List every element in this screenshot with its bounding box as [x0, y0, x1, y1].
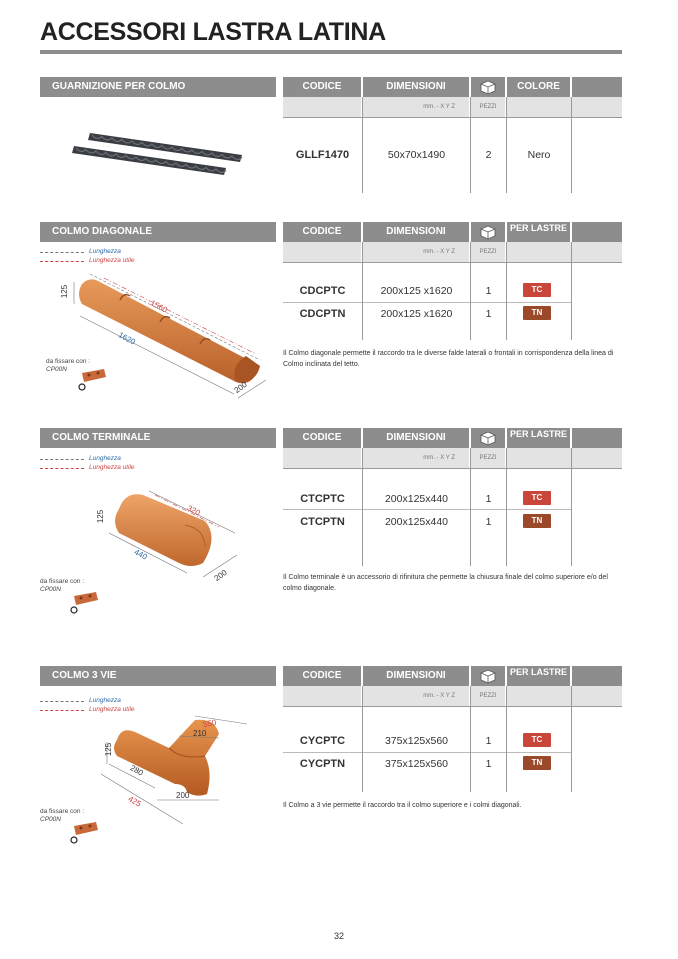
table-colmo-terminale [283, 428, 622, 566]
fix-note: da fissare con : CP00N [46, 358, 91, 373]
cell-code: CTCPTN [300, 516, 345, 528]
page-title: ACCESSORI LASTRA LATINA [40, 18, 386, 46]
legend [40, 455, 140, 473]
cell-pieces: 1 [485, 308, 492, 320]
subheader-empty [283, 242, 361, 262]
col-divider [506, 686, 507, 792]
header-dimensioni: DIMENSIONI [363, 428, 469, 448]
subheader-empty [507, 242, 622, 262]
subheader-pezzi: PEZZI [471, 97, 505, 117]
cell-pieces: 2 [485, 149, 492, 161]
col-divider [470, 448, 471, 566]
fixing-screw-icon [68, 820, 102, 844]
col-divider [571, 242, 572, 340]
header-empty [572, 428, 622, 448]
cell-dims: 200x125x440 [384, 493, 449, 505]
subheader-dims: mm. - X Y Z [363, 448, 469, 468]
badge-tc: TC [523, 733, 551, 747]
cell-pieces: 1 [485, 735, 492, 747]
dim-height: 125 [60, 284, 70, 299]
dim-useful: 1560 [148, 298, 169, 315]
cell-code: CDCPTC [299, 285, 346, 297]
legend-useful-length: Lunghezza utile [89, 464, 135, 471]
badge-tn: TN [523, 756, 551, 770]
badge-tn: TN [523, 514, 551, 528]
box-icon [479, 79, 497, 95]
dim-d: 425 [126, 794, 143, 809]
dim-length: 440 [132, 547, 149, 562]
header-dimensioni: DIMENSIONI [363, 77, 469, 97]
table-guarnizione [283, 77, 622, 193]
description-colmo-3-vie: Il Colmo a 3 vie permette il raccordo tra il colmo superiore e i colmi diagonali. [283, 802, 522, 809]
cell-color: Nero [527, 149, 551, 161]
header-empty [572, 222, 622, 242]
box-icon [479, 224, 497, 240]
cell-code: CTCPTC [300, 493, 345, 505]
row-divider [283, 302, 571, 303]
dim-a: 550 [202, 717, 218, 730]
col-divider [362, 97, 363, 193]
cell-code: CDCPTN [299, 308, 346, 320]
col-divider [571, 97, 572, 193]
header-empty [572, 666, 622, 686]
header-codice: CODICE [283, 666, 361, 686]
cell-pieces: 1 [485, 493, 492, 505]
table-colmo-3-vie [283, 666, 622, 792]
header-codice: CODICE [283, 428, 361, 448]
subheader-pezzi: PEZZI [471, 686, 505, 706]
header-colore: COLORE [507, 77, 570, 97]
legend-useful-length: Lunghezza utile [89, 257, 135, 264]
header-pieces-icon [471, 428, 505, 448]
subheader-empty [283, 97, 361, 117]
dim-length: 1620 [116, 330, 137, 347]
subheader-dims: mm. - X Y Z [363, 242, 469, 262]
dim-b: 210 [193, 729, 207, 738]
header-per-lastre: PER LASTRE [507, 428, 570, 448]
dim-useful: 320 [185, 503, 202, 518]
subheader-pezzi: PEZZI [471, 448, 505, 468]
cell-dims: 375x125x560 [384, 735, 449, 747]
row-divider [283, 509, 571, 510]
header-dimensioni: DIMENSIONI [363, 222, 469, 242]
section-label-colmo-terminale: COLMO TERMINALE [40, 428, 276, 448]
header-pieces-icon [471, 666, 505, 686]
description-colmo-diagonale: Il Colmo diagonale permette il raccordo tra le diverse falde laterali o frontali in corrispondenza della linea di Colmo inclinata del tetto. [283, 350, 614, 368]
cell-dims: 200x125 x1620 [380, 308, 453, 320]
header-codice: CODICE [283, 77, 361, 97]
col-divider [506, 97, 507, 193]
subheader-empty [283, 448, 361, 468]
subheader-empty [283, 686, 361, 706]
cell-pieces: 1 [485, 516, 492, 528]
dim-e: 200 [176, 791, 190, 800]
legend-length: Lunghezza [89, 697, 121, 704]
cell-code: CYCPTN [299, 758, 346, 770]
section-label-colmo-diagonale: COLMO DIAGONALE [40, 222, 276, 242]
dim-c: 280 [128, 763, 145, 778]
badge-tc: TC [523, 491, 551, 505]
section-label-guarnizione: GUARNIZIONE PER COLMO [40, 77, 276, 97]
fixing-screw-icon [68, 590, 102, 614]
title-rule [40, 50, 622, 54]
subheader-pezzi: PEZZI [471, 242, 505, 262]
subheader-empty [507, 97, 622, 117]
header-pieces-icon [471, 77, 505, 97]
badge-tc: TC [523, 283, 551, 297]
fix-note: da fissare con : CP00N [40, 578, 85, 593]
header-pieces-icon [471, 222, 505, 242]
dim-width: 200 [232, 379, 249, 396]
header-codice: CODICE [283, 222, 361, 242]
cell-dims: 200x125 x1620 [380, 285, 453, 297]
cell-pieces: 1 [485, 285, 492, 297]
col-divider [470, 97, 471, 193]
col-divider [506, 448, 507, 566]
legend-length: Lunghezza [89, 248, 121, 255]
dim-height: 125 [104, 742, 114, 757]
header-dimensioni: DIMENSIONI [363, 666, 469, 686]
legend-useful-length: Lunghezza utile [89, 706, 135, 713]
header-empty [572, 77, 622, 97]
box-icon [479, 430, 497, 446]
subheader-empty [507, 448, 622, 468]
colmo-3-vie-illustration [95, 712, 255, 832]
header-per-lastre: PER LASTRE [507, 666, 570, 686]
col-divider [506, 242, 507, 340]
col-divider [571, 686, 572, 792]
badge-tn: TN [523, 306, 551, 320]
fixing-screw-icon [76, 367, 110, 391]
cell-dims: 200x125x440 [384, 516, 449, 528]
cell-pieces: 1 [485, 758, 492, 770]
legend [40, 248, 140, 266]
page-number: 32 [333, 931, 344, 941]
cell-code: GLLF1470 [295, 149, 350, 161]
dim-height: 125 [96, 509, 106, 524]
subheader-dims: mm. - X Y Z [363, 97, 469, 117]
table-colmo-diagonale [283, 222, 622, 340]
description-colmo-terminale: Il Colmo terminale è un accessorio di rifinitura che permette la chiusura finale del colmo superiore e/o del colmo diagonale. [283, 574, 608, 592]
cell-dims: 375x125x560 [384, 758, 449, 770]
section-label-colmo-3-vie: COLMO 3 VIE [40, 666, 276, 686]
gasket-illustration [70, 128, 250, 178]
row-divider [283, 752, 571, 753]
legend-length: Lunghezza [89, 455, 121, 462]
col-divider [362, 448, 363, 566]
dim-width: 200 [212, 567, 229, 584]
cell-code: CYCPTC [299, 735, 346, 747]
fix-note: da fissare con : CP00N [40, 808, 85, 823]
subheader-empty [507, 686, 622, 706]
cell-dims: 50x70x1490 [387, 149, 446, 161]
header-per-lastre: PER LASTRE [507, 222, 570, 242]
box-icon [479, 668, 497, 684]
subheader-dims: mm. - X Y Z [363, 686, 469, 706]
col-divider [571, 448, 572, 566]
